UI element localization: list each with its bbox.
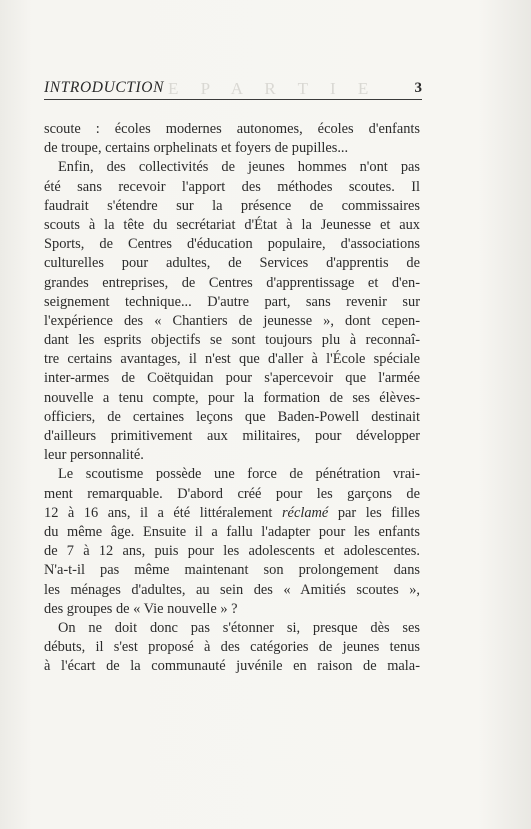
text-line: tre certains avantages, il n'est que d'aller à l'École spéciale	[44, 351, 420, 368]
running-head: INTRODUCTION	[44, 79, 165, 96]
text-line: Le scoutisme possède une force de pénétration vrai-	[58, 466, 420, 483]
text-line: de 7 à 12 ans, puis pour les adolescents et adolescentes.	[44, 543, 420, 560]
text-line: N'a-t-il pas même maintenant son prolongement dans	[44, 562, 420, 579]
text-line: dant les esprits objectifs se sont toujours plu à reconnaî-	[44, 332, 420, 349]
text-line: nouvelle a tenu compte, pour la formation de ses élèves-	[44, 389, 420, 406]
text-line: d'ailleurs primitivement aux militaires, pour développer	[44, 428, 420, 444]
text-line: scouts à la tête du secrétariat d'État à la Jeunesse et aux	[44, 216, 420, 233]
text-line: culturelles pour adultes, de Services d'apprentis de	[44, 255, 420, 272]
text-line: grandes entreprises, de Centres d'apprentissage et d'en-	[44, 274, 420, 291]
text-line: leur personnalité.	[44, 447, 144, 464]
text-line: l'expérience des « Chantiers de jeunesse », dont cepen-	[44, 312, 420, 329]
page-header	[44, 79, 422, 99]
emphasized-word: réclamé	[281, 504, 329, 521]
text-line: du même âge. Ensuite il a fallu l'adapter pour les enfants	[44, 523, 420, 540]
text-line: officiers, de certaines leçons que Baden-Powell destinait	[44, 408, 420, 425]
text-line: Enfin, des collectivités de jeunes hommes n'ont pas	[58, 159, 420, 176]
show-through-text: E P A R T I E	[168, 79, 378, 98]
text-line: inter-armes de Coëtquidan pour s'apercevoir que l'armée	[44, 370, 420, 387]
body-text	[44, 120, 420, 676]
text-line: ment remarquable. D'abord créé pour les garçons de	[44, 485, 420, 502]
text-line: de troupe, certains orphelinats et foyers de pupilles...	[44, 140, 349, 157]
text-line: les ménages d'adultes, au sein des « Amitiés scoutes »,	[44, 581, 420, 598]
text-line: à l'écart de la communauté juvénile en raison de mala-	[44, 658, 420, 675]
text-line: seignement technique... D'autre part, sans revenir sur	[44, 293, 420, 310]
page-number: 3	[414, 80, 422, 96]
text-line: 12 à 16 ans, il a été littéralement réclamé par les filles	[44, 504, 420, 521]
text-line: des groupes de « Vie nouvelle » ?	[44, 600, 238, 617]
text-line: scoute : écoles modernes autonomes, écoles d'enfants	[44, 121, 420, 137]
text-line: débuts, il s'est proposé à des catégories de jeunes tenus	[44, 639, 420, 656]
text-line: été sans recevoir l'apport des méthodes scoutes. Il	[44, 178, 420, 195]
text-line: faudrait s'étendre sur la présence de commissaires	[44, 197, 420, 214]
header-rule	[44, 99, 422, 100]
text-line: On ne doit donc pas s'étonner si, presque dès ses	[58, 619, 420, 636]
text-line: Sports, de Centres d'éducation populaire, d'associations	[44, 236, 420, 253]
